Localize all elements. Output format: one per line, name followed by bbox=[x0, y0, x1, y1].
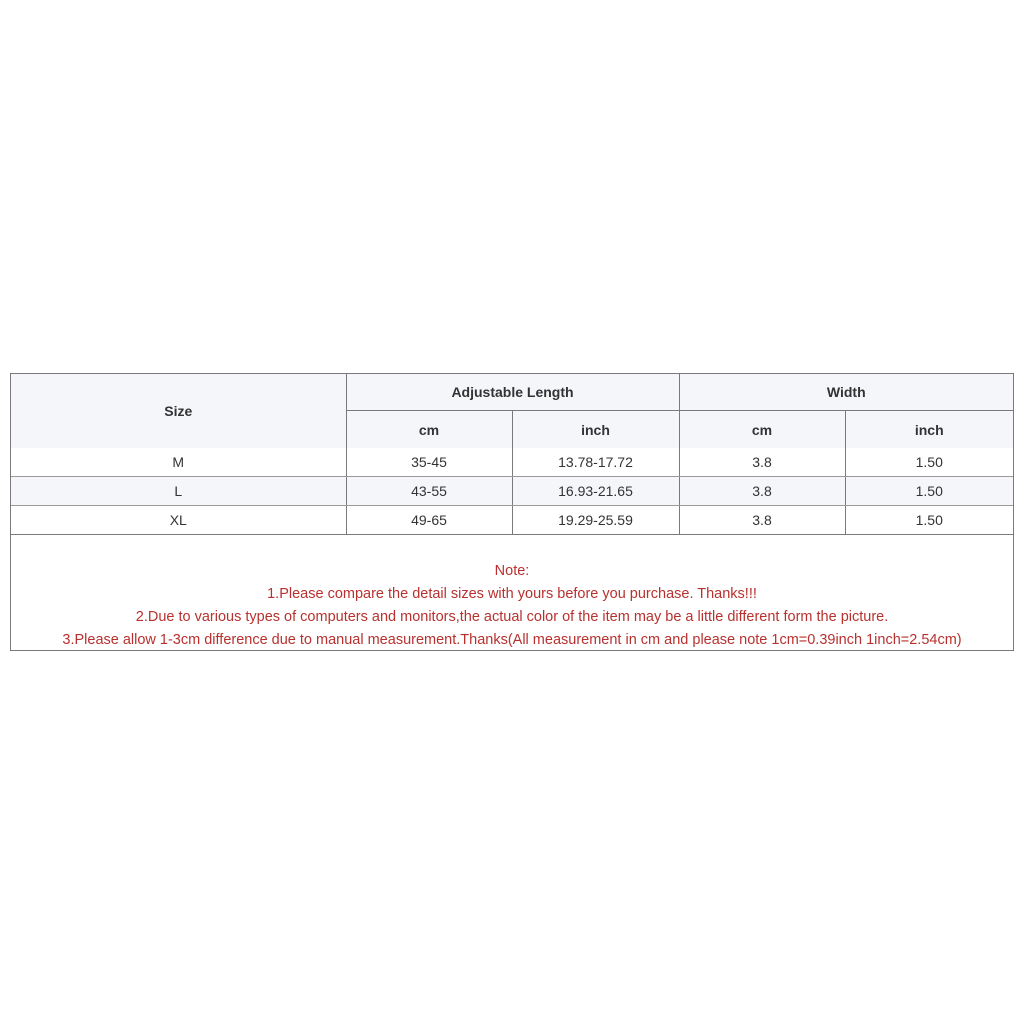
table-row bbox=[11, 448, 1013, 477]
length-cm-cell: 43-55 bbox=[346, 477, 512, 506]
length-inch-header: inch bbox=[512, 411, 679, 449]
length-cm-cell: 35-45 bbox=[346, 448, 512, 477]
length-inch-cell: 16.93-21.65 bbox=[512, 477, 679, 506]
width-cm-header: cm bbox=[679, 411, 845, 449]
table-row bbox=[11, 506, 1013, 535]
notes-section bbox=[11, 560, 1013, 652]
width-cm-cell: 3.8 bbox=[679, 477, 845, 506]
length-cm-header: cm bbox=[346, 411, 512, 449]
width-inch-cell: 1.50 bbox=[845, 448, 1013, 477]
size-header: Size bbox=[11, 374, 346, 448]
width-cm-cell: 3.8 bbox=[679, 506, 845, 535]
width-inch-header: inch bbox=[845, 411, 1013, 449]
note-line: 1.Please compare the detail sizes with yours before you purchase. Thanks!!! bbox=[267, 586, 757, 602]
size-cell: M bbox=[11, 448, 346, 477]
size-cell: XL bbox=[11, 506, 346, 535]
note-title: Note: bbox=[494, 563, 530, 579]
size-chart bbox=[10, 373, 1014, 651]
table-row bbox=[11, 477, 1013, 506]
size-table bbox=[11, 374, 1013, 535]
size-cell: L bbox=[11, 477, 346, 506]
length-cm-cell: 49-65 bbox=[346, 506, 512, 535]
length-inch-cell: 19.29-25.59 bbox=[512, 506, 679, 535]
adjustable-length-header: Adjustable Length bbox=[346, 374, 679, 411]
note-line: 3.Please allow 1-3cm difference due to manual measurement.Thanks(All measurement in cm and please note 1cm=0.39inch 1inch=2.54cm) bbox=[62, 632, 962, 648]
width-header: Width bbox=[679, 374, 1013, 411]
width-cm-cell: 3.8 bbox=[679, 448, 845, 477]
length-inch-cell: 13.78-17.72 bbox=[512, 448, 679, 477]
width-inch-cell: 1.50 bbox=[845, 477, 1013, 506]
header-row-groups bbox=[11, 374, 1013, 411]
note-line: 2.Due to various types of computers and monitors,the actual color of the item may be a little different form the picture. bbox=[135, 609, 889, 625]
width-inch-cell: 1.50 bbox=[845, 506, 1013, 535]
